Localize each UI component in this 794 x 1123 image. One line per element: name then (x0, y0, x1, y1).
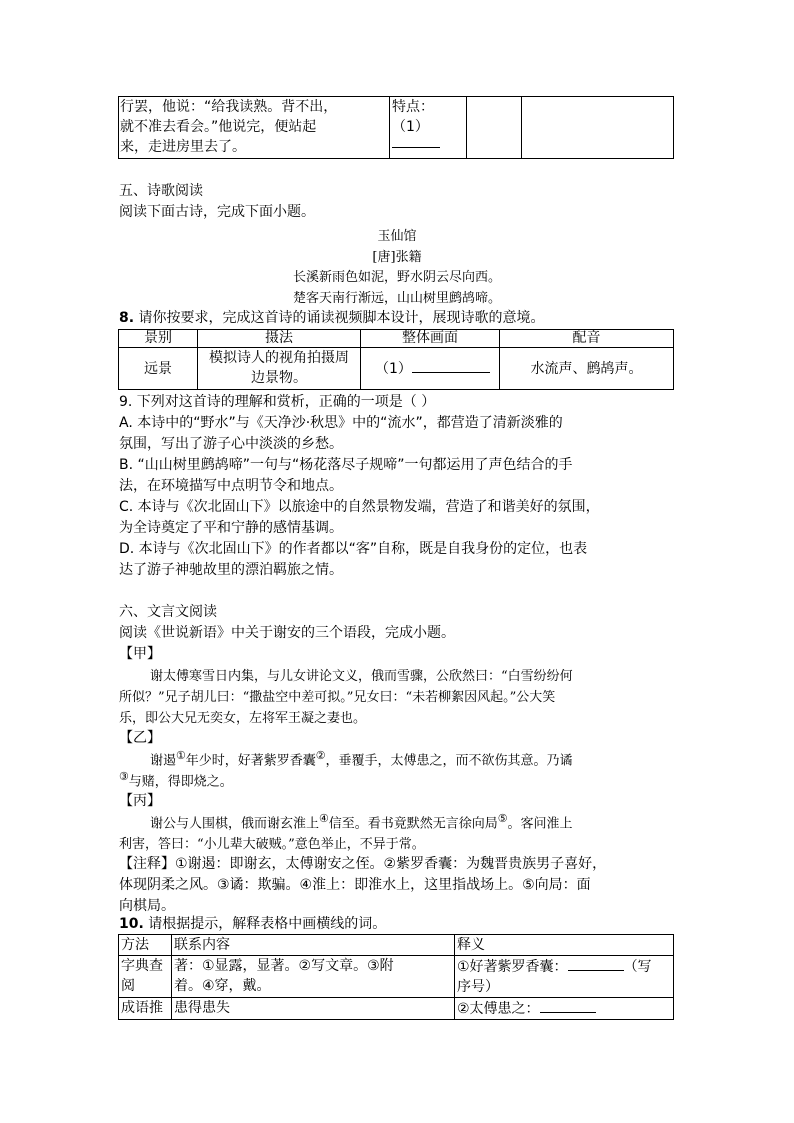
feature-label: 特点： (392, 99, 434, 115)
passage-label: 【丙】 (119, 793, 161, 809)
section-heading: 五、诗歌阅读 (119, 183, 203, 199)
passage-line: 谢遏①年少时，好著紫罗香囊②，垂覆手，太傅患之，而不欲伤其意。乃谲 (150, 749, 573, 769)
q10-table (118, 934, 674, 1020)
passage-text: ，垂覆手，太傅患之，而不欲伤其意。乃谲 (325, 753, 573, 769)
q8-header: 景别 (119, 330, 198, 348)
q9-option-line: C. 本诗与《次北固山下》以旅途中的自然景物发端，营造了和谐美好的氛围， (119, 499, 600, 515)
q10-meaning-line (457, 956, 671, 977)
q10-meaning-cell[interactable] (455, 998, 674, 1020)
feature-blank[interactable] (392, 137, 440, 148)
annotation-line: 体现阴柔之风。③谲：欺骗。④淮上：即淮水上，这里指战场上。⑤向局：面 (119, 877, 591, 893)
passage-line: 乐，即公大兄无奕女，左将军王凝之妻也。 (119, 711, 367, 726)
poem-author: [唐]张籍 (372, 250, 422, 265)
top-table-cell-feature (390, 97, 467, 159)
q8-cell-audio: 水流声、鹧鸪声。 (500, 348, 674, 390)
passage-text: 信至。看书竟默然无言徐向局 (328, 816, 498, 832)
q10-content-cell: 患得患失 (172, 998, 455, 1020)
q10-content-line: 著：①显露，显著。②写文章。③附 (174, 958, 394, 974)
question-number: 10. (119, 916, 144, 932)
passage-line: 谢公与人围棋，俄而谢玄淮上④信至。看书竟默然无言徐向局⑤。客问淮上 (150, 812, 573, 832)
passage-line: 所似？”兄子胡儿曰：“撒盐空中差可拟。”兄女曰：“未若柳絮因风起。”公大笑 (119, 690, 556, 705)
q8-header: 摄法 (198, 330, 361, 348)
top-table-cell-text (119, 97, 390, 159)
feature-item: （1） (392, 119, 429, 135)
passage-text: 谢公与人围棋，俄而谢玄淮上 (150, 816, 320, 832)
q8-cell-shot: 远景 (119, 348, 198, 390)
q8-cell-method (198, 348, 361, 390)
poem-line: 楚客天南行渐远，山山树里鹧鸪啼。 (292, 291, 501, 306)
q9-option-line: 氛围，写出了游子心中淡淡的乡愁。 (119, 436, 343, 452)
q9-option-line: B. “山山树里鹧鸪啼”一句与“杨花落尽子规啼”一句都运用了声色结合的手 (119, 457, 573, 473)
q10-meaning-text: ②太傅患之： (457, 1001, 540, 1017)
q8-table (118, 329, 674, 390)
passage-text: 。客问淮上 (507, 816, 573, 832)
q8-method-line: 模拟诗人的视角拍摄周 (209, 350, 349, 366)
q9-option-line: 达了游子神驰故里的漂泊羁旅之情。 (119, 562, 343, 578)
q10-meaning-cell[interactable] (455, 956, 674, 998)
q10-meaning-line: 序号） (457, 979, 499, 995)
q9-option-line: 法，在环境描写中点明节令和地点。 (119, 478, 343, 494)
passage-line: 谢太傅寒雪日内集，与儿女讲论文义，俄而雪骤，公欣然曰：“白雪纷纷何 (150, 669, 573, 684)
question-text: 请根据提示，解释表格中画横线的词。 (148, 916, 387, 932)
q10-answer-blank-2[interactable] (540, 998, 596, 1013)
poem-line: 长溪新雨色如泥，野水阴云尽向西。 (292, 270, 501, 285)
question-8 (119, 308, 545, 328)
section-heading: 六、文言文阅读 (119, 604, 217, 620)
top-table-cell-empty (522, 97, 674, 159)
q10-meaning-text: ①好著紫罗香囊： (457, 959, 568, 975)
q8-cell-scene[interactable] (361, 348, 500, 390)
section-intro: 阅读《世说新语》中关于谢安的三个语段，完成小题。 (119, 625, 455, 641)
q10-header: 释义 (455, 935, 674, 956)
question-9-stem: 9. 下列对这首诗的理解和赏析，正确的一项是（ ） (119, 394, 436, 410)
annotation-line: 【注释】①谢遏：即谢玄，太傅谢安之侄。②紫罗香囊：为魏晋贵族男子喜好， (119, 856, 607, 872)
passage-text: 与赌，得即烧之。 (128, 774, 233, 790)
top-table-line: 就不准去看会。”他说完，便站起 (120, 119, 317, 135)
top-table-line: 行罢，他说：“给我读熟。背不出， (120, 99, 338, 115)
q10-method-line: 字典查 (121, 958, 163, 974)
q8-answer-blank[interactable] (412, 358, 490, 373)
q10-method-line: 阅 (121, 978, 135, 994)
q10-method-cell (119, 956, 172, 998)
q10-method-cell: 成语推 (119, 998, 172, 1020)
question-10 (119, 914, 386, 934)
q10-answer-blank-1[interactable] (568, 956, 624, 971)
passage-line: ③与赌，得即烧之。 (119, 770, 233, 790)
question-number: 8. (119, 310, 135, 326)
q9-option-line: D. 本诗与《次北固山下》的作者都以“客”自称，既是自我身份的定位，也表 (119, 541, 588, 557)
annotation-line: 向棋局。 (119, 898, 175, 914)
passage-line: 利害，答曰：“小儿辈大破贼。”意色举止，不异于常。 (119, 837, 425, 852)
question-text: 请你按要求，完成这首诗的诵读视频脚本设计，展现诗歌的意境。 (138, 310, 545, 326)
top-table (118, 96, 674, 159)
section-intro: 阅读下面古诗，完成下面小题。 (119, 204, 315, 220)
q9-option-line: 为全诗奠定了平和宁静的感情基调。 (119, 520, 343, 536)
q8-header: 整体画面 (361, 330, 500, 348)
passage-text: 年少时，好著紫罗香囊 (185, 753, 316, 769)
top-table-cell-empty (467, 97, 522, 159)
q10-meaning-text: （写 (623, 959, 652, 975)
q10-header: 方法 (119, 935, 172, 956)
q9-option-line: A. 本诗中的“野水”与《天净沙·秋思》中的“流水”，都营造了清新淡雅的 (119, 415, 563, 431)
q10-content-cell (172, 956, 455, 998)
passage-label: 【乙】 (119, 730, 161, 746)
passage-label: 【甲】 (119, 646, 161, 662)
q8-header: 配音 (500, 330, 674, 348)
q10-content-line: 着。④穿，戴。 (174, 978, 271, 994)
poem-title: 玉仙馆 (377, 229, 417, 244)
q8-method-line: 边景物。 (251, 370, 307, 386)
passage-text: 谢遏 (150, 753, 177, 769)
q8-blank-label: （1） (375, 361, 412, 377)
q10-header: 联系内容 (172, 935, 455, 956)
top-table-line: 来，走进房里去了。 (120, 139, 246, 155)
